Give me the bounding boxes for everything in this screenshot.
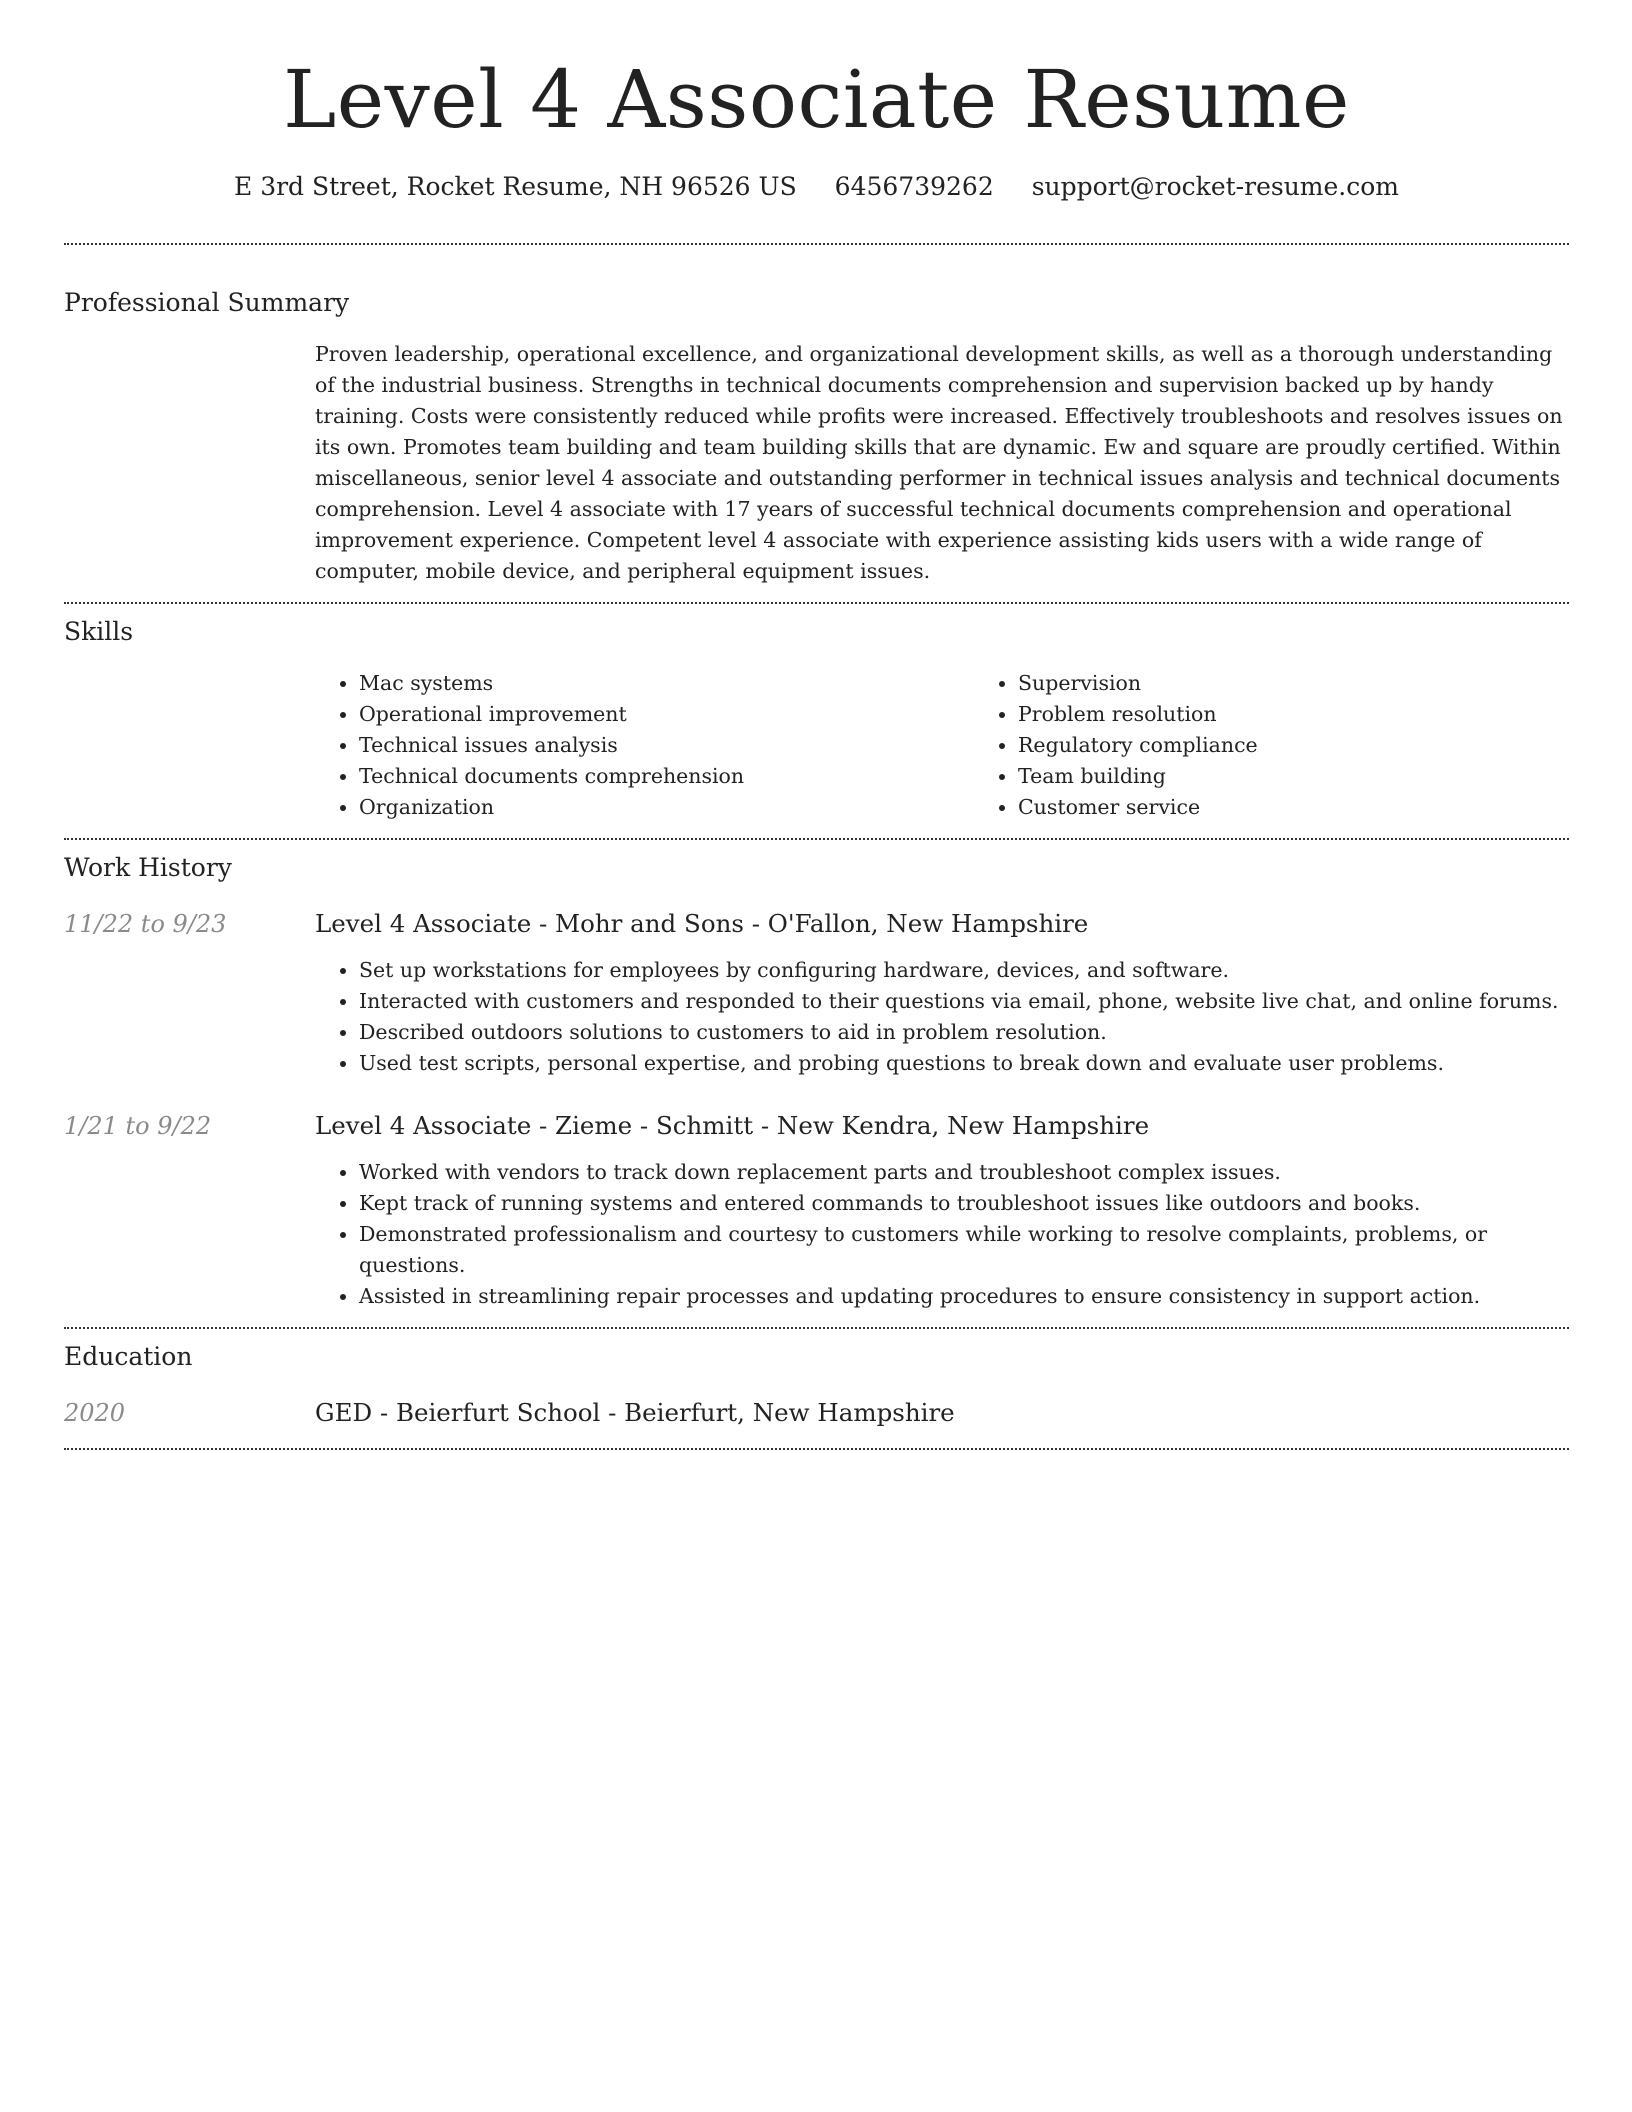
education-title: GED - Beierfurt School - Beierfurt, New Hampshire — [315, 1398, 955, 1427]
duty-item: • Set up workstations for employees by configuring hardware, devices, and software. — [359, 955, 1569, 986]
education-section — [64, 1340, 1569, 1430]
skill-item: • Operational improvement — [359, 699, 974, 730]
skill-item: • Technical documents comprehension — [359, 761, 974, 792]
duty-item: • Described outdoors solutions to customers to aid in problem resolution. — [359, 1017, 1569, 1048]
contact-address: E 3rd Street, Rocket Resume, NH 96526 US — [234, 172, 797, 201]
resume-title: Level 4 Associate Resume — [283, 53, 1350, 146]
section-title-skills: Skills — [64, 617, 134, 646]
job-entry — [64, 907, 1569, 1079]
skill-item: • Team building — [1018, 761, 1632, 792]
skill-item: • Technical issues analysis — [359, 730, 974, 761]
contact-email: support@rocket-resume.com — [1031, 172, 1399, 201]
duty-item: • Used test scripts, personal expertise, and probing questions to break down and evaluate user problems. — [359, 1048, 1569, 1079]
section-title-summary: Professional Summary — [64, 288, 350, 317]
divider — [64, 243, 1569, 245]
duty-item: • Worked with vendors to track down replacement parts and troubleshoot complex issues. — [359, 1157, 1569, 1188]
divider — [64, 1327, 1569, 1329]
contact-phone: 6456739262 — [834, 172, 994, 201]
skill-item: • Regulatory compliance — [1018, 730, 1632, 761]
duty-item: • Interacted with customers and responded to their questions via email, phone, website live chat, and online forums. — [359, 986, 1569, 1017]
education-entry — [64, 1396, 1569, 1430]
section-title-education: Education — [64, 1342, 193, 1371]
job-title: Level 4 Associate - Zieme - Schmitt - New Kendra, New Hampshire — [315, 1111, 1150, 1140]
divider — [64, 838, 1569, 840]
divider — [64, 602, 1569, 604]
job-duties — [315, 1157, 1569, 1312]
education-year: 2020 — [64, 1399, 126, 1427]
skill-item: • Problem resolution — [1018, 699, 1632, 730]
duty-item: • Demonstrated professionalism and courtesy to customers while working to resolve complaints, problems, or questions. — [359, 1219, 1569, 1281]
job-dates: 1/21 to 9/22 — [64, 1112, 212, 1140]
job-title: Level 4 Associate - Mohr and Sons - O'Fallon, New Hampshire — [315, 909, 1089, 938]
job-dates: 11/22 to 9/23 — [64, 910, 227, 938]
skill-item: • Customer service — [1018, 792, 1632, 823]
skills-list-left — [315, 668, 974, 823]
skill-item: • Supervision — [1018, 668, 1632, 699]
skills-section — [64, 615, 1569, 823]
work-section — [64, 851, 1569, 1312]
duty-item: • Assisted in streamlining repair processes and updating procedures to ensure consistency in support action. — [359, 1281, 1569, 1312]
contact-info — [64, 170, 1569, 204]
resume-page — [64, 0, 1569, 1450]
section-title-work: Work History — [64, 853, 232, 882]
duty-item: • Kept track of running systems and entered commands to troubleshoot issues like outdoors and books. — [359, 1188, 1569, 1219]
skill-item: • Organization — [359, 792, 974, 823]
divider — [64, 1448, 1569, 1450]
summary-section — [64, 286, 1569, 587]
job-entry — [64, 1109, 1569, 1312]
summary-text: Proven leadership, operational excellence, and organizational development skills, as well as a thorough understanding of the industrial business. Strengths in technical documents comprehension and supervision backed up by handy training. Costs were consistently reduced while profits were increased. Effectively troubleshoots and resolves issues on its own. Promotes team building and team building skills that are dynamic. Ew and square are proudly certified. Within miscellaneous, senior level 4 associate and outstanding performer in technical issues analysis and technical documents comprehension. Level 4 associate with 17 years of successful technical documents comprehension and operational improvement experience. Competent level 4 associate with experience assisting kids users with a wide range of computer, mobile device, and peripheral equipment issues. — [315, 342, 1563, 583]
skill-item: • Mac systems — [359, 668, 974, 699]
job-duties — [315, 955, 1569, 1079]
skills-list-right — [974, 668, 1632, 823]
